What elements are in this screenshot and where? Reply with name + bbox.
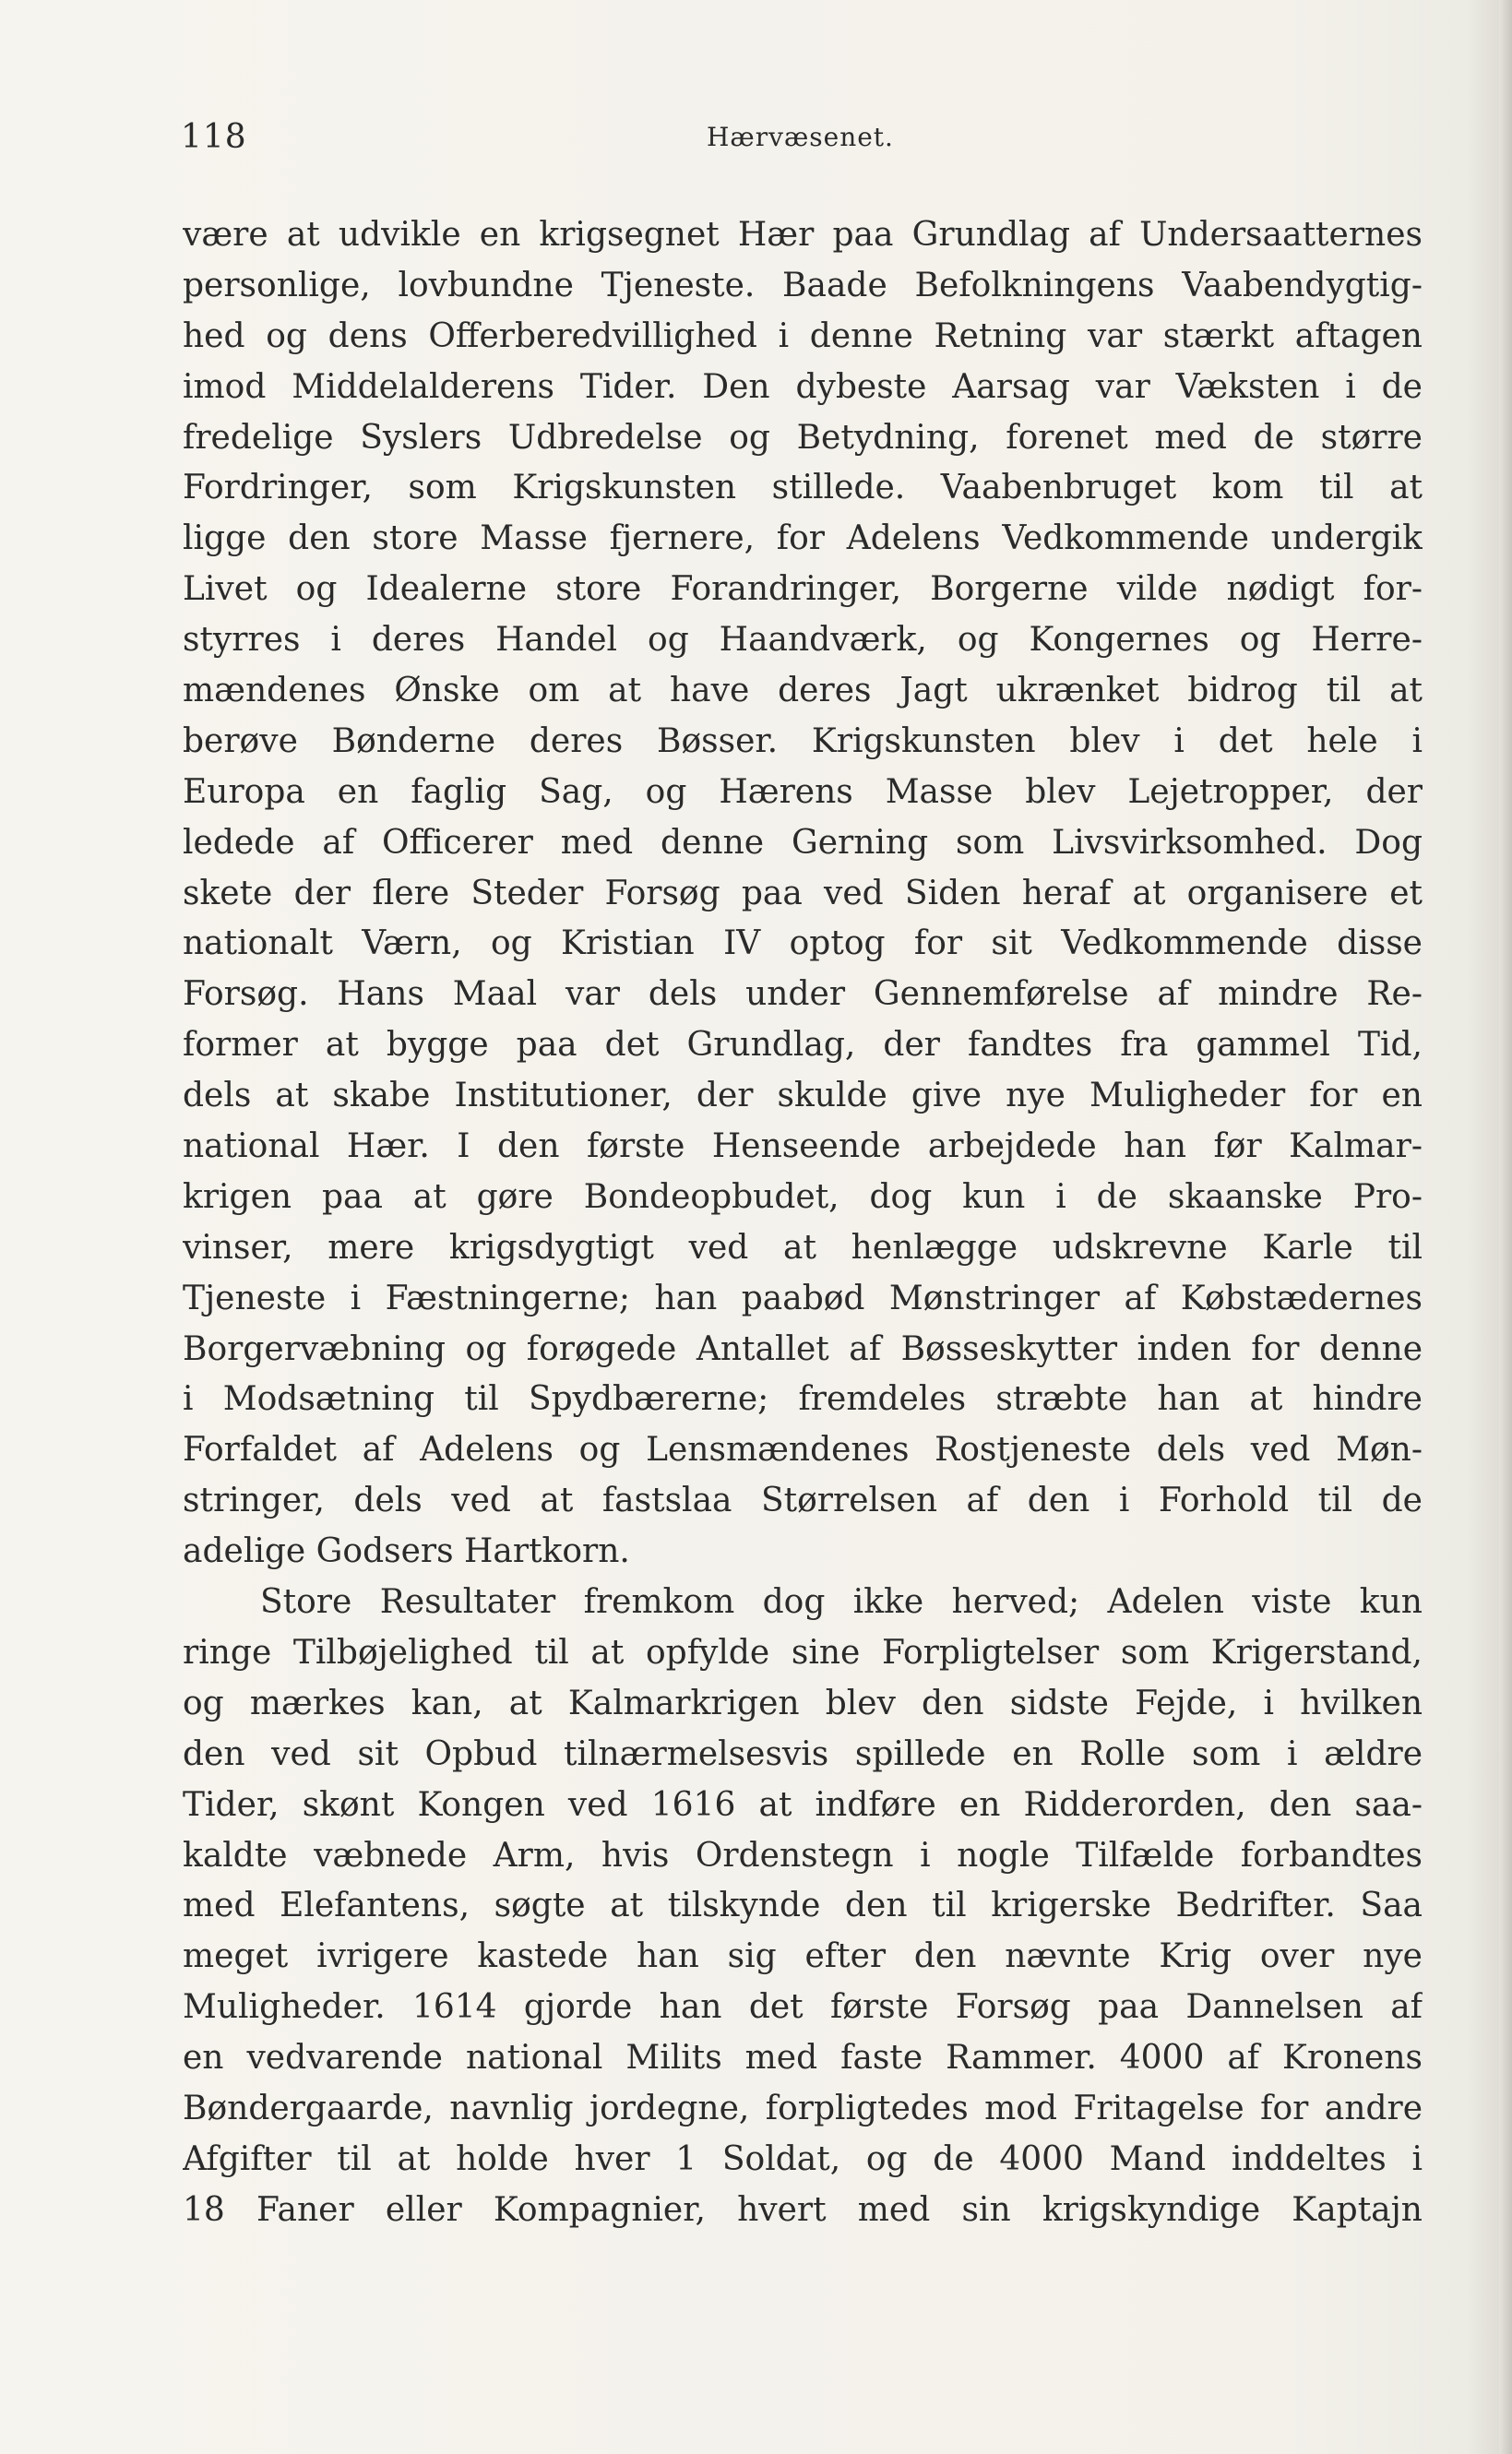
- page-header: [181, 118, 1421, 173]
- text-line: ringe Tilbøjelighed til at opfylde sine Forpligtelser som Krigerstand,: [183, 1633, 1423, 1672]
- text-line: dels at skabe Institutioner, der skulde give nye Muligheder for en: [183, 1077, 1423, 1115]
- text-line: Forsøg. Hans Maal var dels under Gennemførelse af mindre Re-: [183, 975, 1423, 1014]
- text-line: kaldte væbnede Arm, hvis Ordenstegn i nogle Tilfælde forbandtes: [183, 1836, 1423, 1875]
- paragraph-start-line: Store Resultater fremkom dog ikke herved; Adelen viste kun: [260, 1583, 1423, 1622]
- text-line: krigen paa at gøre Bondeopbudet, dog kun i de skaanske Pro-: [183, 1177, 1423, 1216]
- text-line: med Elefantens, søgte at tilskynde den til krigerske Bedrifter. Saa: [183, 1887, 1423, 1925]
- body-text: [183, 210, 1423, 2236]
- text-line: mændenes Ønske om at have deres Jagt ukrænket bidrog til at: [183, 672, 1423, 710]
- text-line: fredelige Syslers Udbredelse og Betydning, forenet med de større: [183, 418, 1423, 457]
- running-head: Hærvæsenet.: [707, 122, 894, 152]
- text-line: styrres i deres Handel og Haandværk, og Kongernes og Herre-: [183, 621, 1423, 660]
- text-line: ligge den store Masse fjernere, for Adelens Vedkommende undergik: [183, 519, 1423, 558]
- text-line: vinser, mere krigsdygtigt ved at henlægge udskrevne Karle til: [183, 1228, 1423, 1267]
- text-line: former at bygge paa det Grundlag, der fandtes fra gammel Tid,: [183, 1026, 1423, 1065]
- text-line: en vedvarende national Milits med faste Rammer. 4000 af Kronens: [183, 2039, 1423, 2078]
- text-line: den ved sit Opbud tilnærmelsesvis spillede en Rolle som i ældre: [183, 1734, 1423, 1773]
- text-line: imod Middelalderens Tider. Den dybeste Aarsag var Væksten i de: [183, 367, 1423, 406]
- text-line: 18 Faner eller Kompagnier, hvert med sin krigskyndige Kaptajn: [183, 2190, 1423, 2229]
- text-line: national Hær. I den første Henseende arbejdede han før Kalmar-: [183, 1127, 1423, 1166]
- text-line: ledede af Officerer med denne Gerning som Livsvirksomhed. Dog: [183, 823, 1423, 862]
- text-line: og mærkes kan, at Kalmarkrigen blev den sidste Fejde, i hvilken: [183, 1684, 1423, 1722]
- text-line: Borgervæbning og forøgede Antallet af Bøsseskytter inden for denne: [183, 1329, 1423, 1368]
- page-edge-shadow: [1499, 0, 1512, 2454]
- text-line: Tider, skønt Kongen ved 1616 at indføre en Ridderorden, den saa-: [183, 1785, 1423, 1824]
- text-line: være at udvikle en krigsegnet Hær paa Grundlag af Undersaatternes: [183, 216, 1423, 254]
- text-line: personlige, lovbundne Tjeneste. Baade Befolkningens Vaabendygtig-: [183, 266, 1423, 304]
- text-line: Fordringer, som Krigskunsten stillede. Vaabenbruget kom til at: [183, 469, 1423, 507]
- text-line: Muligheder. 1614 gjorde han det første Forsøg paa Dannelsen af: [183, 1988, 1423, 2027]
- page-number: 118: [181, 118, 247, 156]
- text-line: Tjeneste i Fæstningerne; han paabød Mønstringer af Købstædernes: [183, 1279, 1423, 1317]
- text-line: Forfaldet af Adelens og Lensmændenes Rostjeneste dels ved Møn-: [183, 1431, 1423, 1470]
- text-line: Afgifter til at holde hver 1 Soldat, og de 4000 Mand inddeltes i: [183, 2139, 1423, 2178]
- text-line: Livet og Idealerne store Forandringer, Borgerne vilde nødigt for-: [183, 570, 1423, 609]
- text-line: stringer, dels ved at fastslaa Størrelsen af den i Forhold til de: [183, 1482, 1423, 1520]
- text-line: skete der flere Steder Forsøg paa ved Siden heraf at organisere et: [183, 874, 1423, 912]
- text-line: Europa en faglig Sag, og Hærens Masse blev Lejetropper, der: [183, 772, 1423, 811]
- text-line: meget ivrigere kastede han sig efter den nævnte Krig over nye: [183, 1937, 1423, 1976]
- text-line: hed og dens Offerberedvillighed i denne Retning var stærkt aftagen: [183, 316, 1423, 355]
- paragraph-end-line: adelige Godsers Hartkorn.: [183, 1532, 630, 1571]
- text-line: nationalt Værn, og Kristian IV optog for sit Vedkommende disse: [183, 924, 1423, 963]
- text-line: i Modsætning til Spydbærerne; fremdeles stræbte han at hindre: [183, 1380, 1423, 1419]
- text-line: berøve Bønderne deres Bøsser. Krigskunsten blev i det hele i: [183, 721, 1423, 760]
- text-line: Bøndergaarde, navnlig jordegne, forpligtedes mod Fritagelse for andre: [183, 2089, 1423, 2127]
